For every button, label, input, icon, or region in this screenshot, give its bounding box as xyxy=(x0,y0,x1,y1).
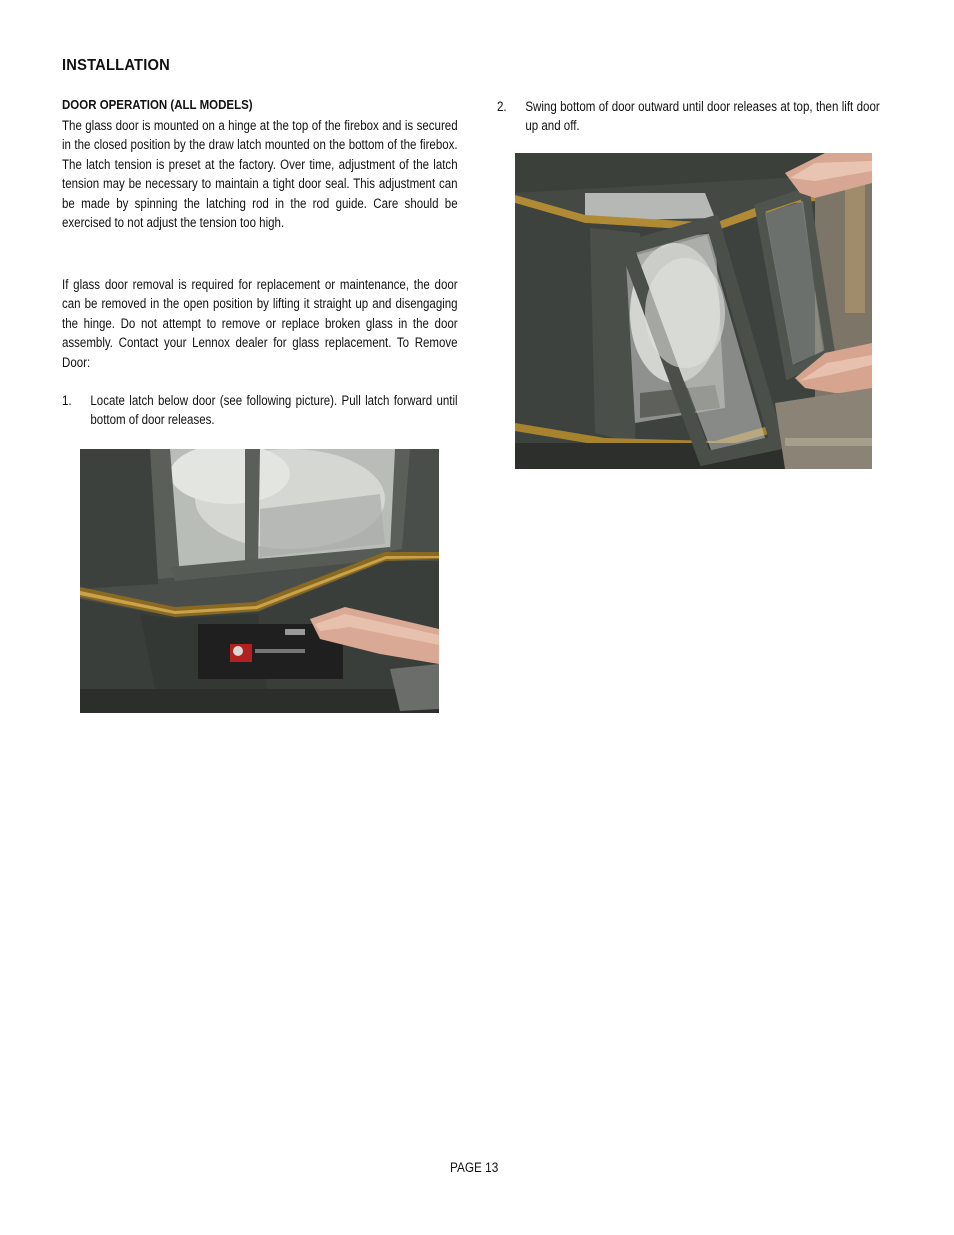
step-number: 2. xyxy=(497,99,507,114)
step-number: 1. xyxy=(62,393,72,408)
paragraph-door-removal: If glass door removal is required for replacement or maintenance, the door can be removed in the open position by lifting it straight up and disengaging the hinge. Do not attempt to remove or replace broken glass in the door assembly. Contact your Lennox dealer for glass replacement. To Remove Door: xyxy=(62,277,458,370)
step-text: Swing bottom of door outward until door releases at top, then lift door up and off. xyxy=(525,99,880,134)
photo-latch-below-door xyxy=(80,449,439,713)
page-number: PAGE 13 xyxy=(450,1160,499,1175)
subsection-heading: DOOR OPERATION (ALL MODELS) xyxy=(62,98,253,112)
step-2 xyxy=(497,97,880,137)
photo-door-removal xyxy=(515,153,872,469)
step-text: Locate latch below door (see following picture). Pull latch forward until bottom of door releases. xyxy=(90,393,458,428)
section-title: INSTALLATION xyxy=(62,57,170,74)
paragraph-latch-description: The glass door is mounted on a hinge at the top of the firebox and is secured in the closed position by the draw latch mounted on the bottom of the firebox. The latch tension is preset at the factory. Over time, adjustment of the latch tension may be necessary to maintain a tight door seal. This adjustment can be made by spinning the latching rod in the rod guide. Care should be exercised to not adjust the tension too high. xyxy=(62,118,458,231)
step-1 xyxy=(62,391,458,431)
